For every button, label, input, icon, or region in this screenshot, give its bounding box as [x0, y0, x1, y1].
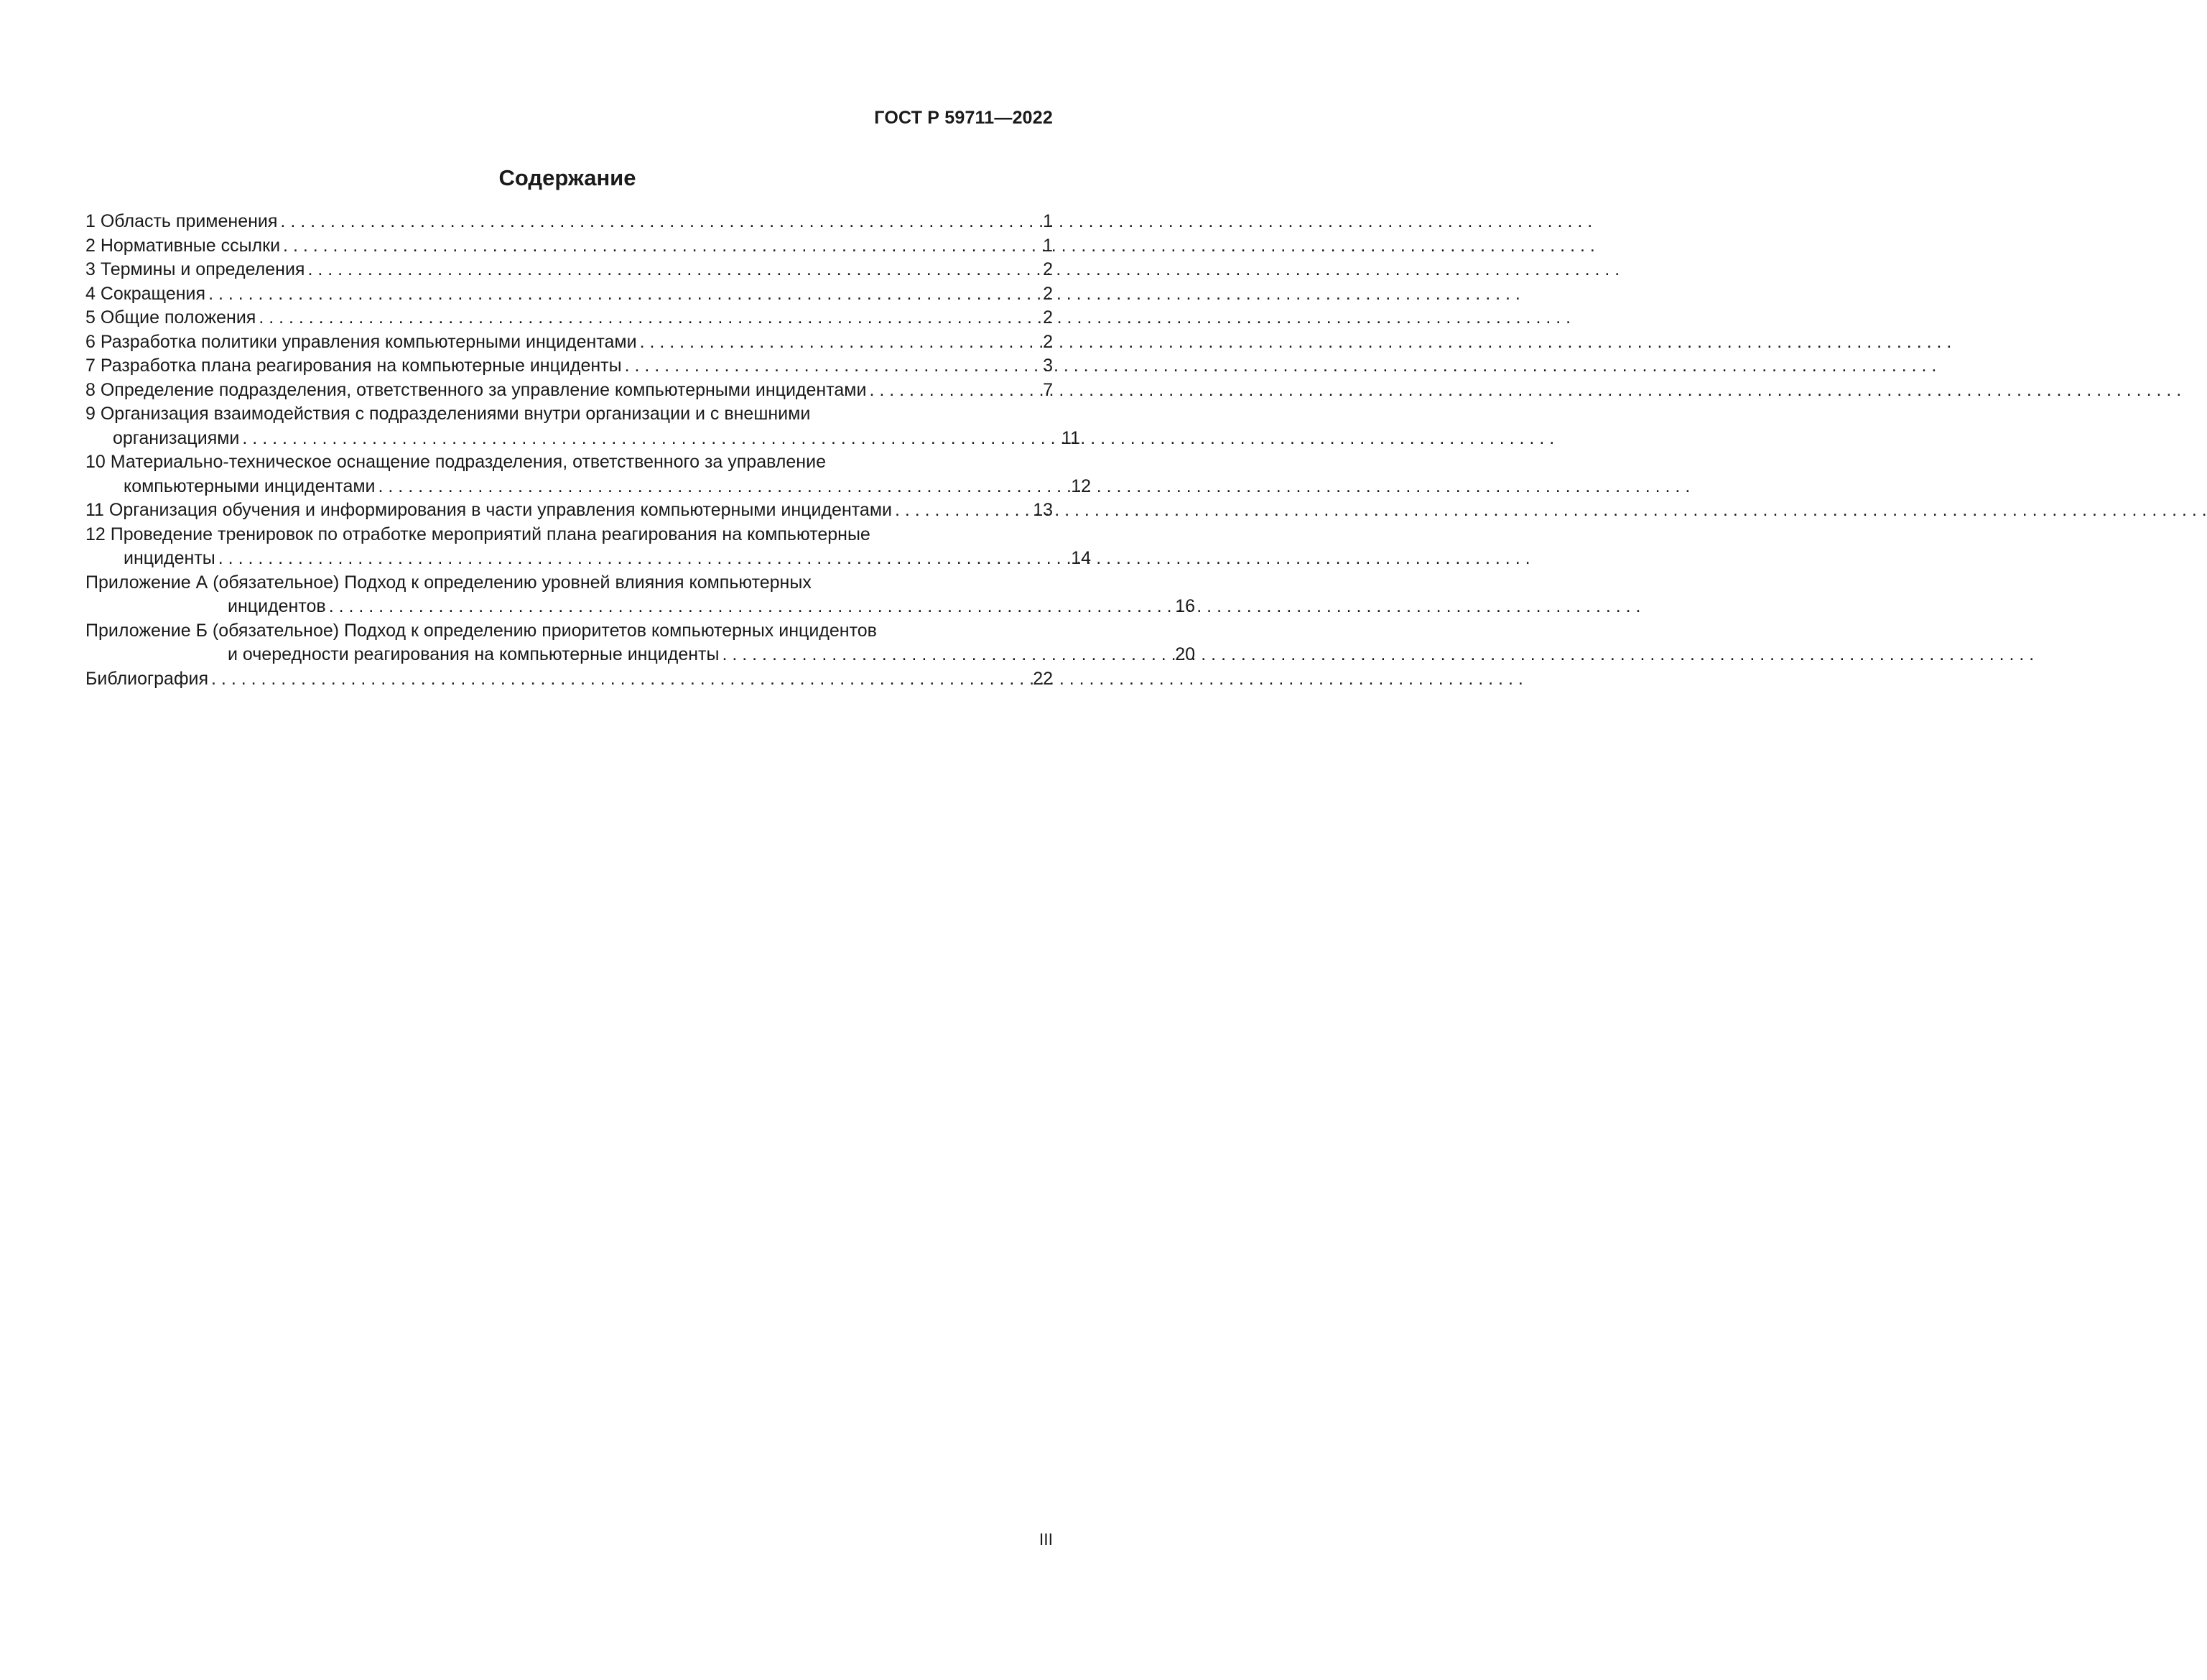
- toc-leader-dots: [622, 354, 1043, 379]
- toc-entry-first-line: 12 Проведение тренировок по отработке мероприятий плана реагирования на компьютерные: [85, 524, 870, 544]
- toc-entry-page: 2: [1043, 307, 1053, 328]
- toc-entry-7[interactable]: [85, 354, 1053, 379]
- toc-entry-page: 7: [1043, 379, 1053, 400]
- toc-entry-appendix-a[interactable]: [85, 571, 1195, 619]
- toc-entry-page: 2: [1043, 331, 1053, 352]
- toc-entry-text: 4 Сокращения: [85, 283, 206, 304]
- toc-leader-dots: [719, 643, 1175, 667]
- page-number: III: [1039, 1530, 1053, 1549]
- toc-entry-page: 2: [1043, 283, 1053, 304]
- toc-leader-dots: [215, 547, 1071, 571]
- toc-leader-dots: [866, 379, 1043, 403]
- toc-leader-dots: [205, 282, 1043, 307]
- toc-entry-text: 2 Нормативные ссылки: [85, 235, 281, 256]
- toc-entry-text: 3 Термины и определения: [85, 259, 305, 279]
- toc-entry-5[interactable]: [85, 306, 1053, 330]
- toc-title: Содержание: [498, 165, 636, 190]
- toc-entry-6[interactable]: [85, 330, 1053, 355]
- toc-leader-dots: [892, 498, 1033, 523]
- toc-entry-page: 22: [1033, 668, 1053, 689]
- toc-leader-dots: [277, 210, 1043, 234]
- toc-entry-first-line: 10 Материально-техническое оснащение подразделения, ответственного за управление: [85, 452, 826, 472]
- toc-entry-2[interactable]: [85, 234, 1053, 259]
- toc-leader-dots: [280, 234, 1043, 259]
- toc-entry-first-line: Приложение Б (обязательное) Подход к определению приоритетов компьютерных инцидентов: [85, 620, 877, 641]
- toc-entry-text: 8 Определение подразделения, ответственного за управление компьютерными инцидентами: [85, 379, 867, 400]
- toc-entry-page: 1: [1043, 211, 1053, 231]
- toc-entry-bibliography[interactable]: [85, 667, 1053, 692]
- toc-entry-4[interactable]: [85, 282, 1053, 307]
- toc-entry-text: 1 Область применения: [85, 211, 278, 231]
- toc-entry-text: компьютерными инцидентами: [124, 475, 376, 496]
- toc-entry-12[interactable]: [85, 523, 1091, 571]
- toc-entry-3[interactable]: [85, 258, 1053, 282]
- toc-leader-dots: [239, 427, 1061, 451]
- toc-leader-dots: [376, 475, 1072, 499]
- toc-entry-page: 20: [1175, 644, 1195, 664]
- toc-entry-11[interactable]: [85, 498, 1053, 523]
- toc-entry-page: 1: [1043, 235, 1053, 256]
- toc-entry-text: инцидентов: [228, 596, 326, 616]
- toc-entry-page: 14: [1071, 548, 1091, 568]
- toc-entry-first-line: Приложение А (обязательное) Подход к определению уровней влияния компьютерных: [85, 572, 812, 593]
- toc-leader-dots: [326, 595, 1175, 619]
- table-of-contents: [85, 210, 1195, 691]
- toc-entry-text: 7 Разработка плана реагирования на компьютерные инциденты: [85, 356, 622, 376]
- toc-entry-text: организациями: [113, 427, 240, 448]
- toc-entry-page: 13: [1033, 500, 1053, 520]
- toc-entry-page: 12: [1071, 475, 1091, 496]
- toc-entry-text: инциденты: [124, 548, 215, 568]
- toc-entry-1[interactable]: [85, 210, 1053, 234]
- toc-entry-page: 16: [1175, 596, 1195, 616]
- toc-leader-dots: [208, 667, 1033, 692]
- toc-entry-page: 11: [1061, 427, 1080, 448]
- toc-entry-first-line: 9 Организация взаимодействия с подразделениями внутри организации и с внешними: [85, 404, 811, 424]
- toc-entry-text: 5 Общие положения: [85, 307, 256, 328]
- toc-entry-text: 6 Разработка политики управления компьютерными инцидентами: [85, 331, 637, 352]
- toc-entry-text: и очередности реагирования на компьютерные инциденты: [228, 644, 720, 664]
- toc-entry-appendix-b[interactable]: [85, 619, 1195, 667]
- toc-entry-page: 3: [1043, 356, 1053, 376]
- toc-leader-dots: [637, 330, 1044, 355]
- toc-entry-10[interactable]: [85, 450, 1091, 498]
- toc-leader-dots: [305, 258, 1043, 282]
- toc-entry-page: 2: [1043, 259, 1053, 279]
- toc-entry-8[interactable]: [85, 379, 1053, 403]
- toc-entry-9[interactable]: [85, 402, 1080, 450]
- toc-leader-dots: [256, 306, 1043, 330]
- toc-entry-text: Библиография: [85, 668, 209, 689]
- document-code: ГОСТ Р 59711—2022: [874, 108, 1053, 128]
- toc-entry-text: 11 Организация обучения и информирования в части управления компьютерными инцидентами: [85, 500, 892, 520]
